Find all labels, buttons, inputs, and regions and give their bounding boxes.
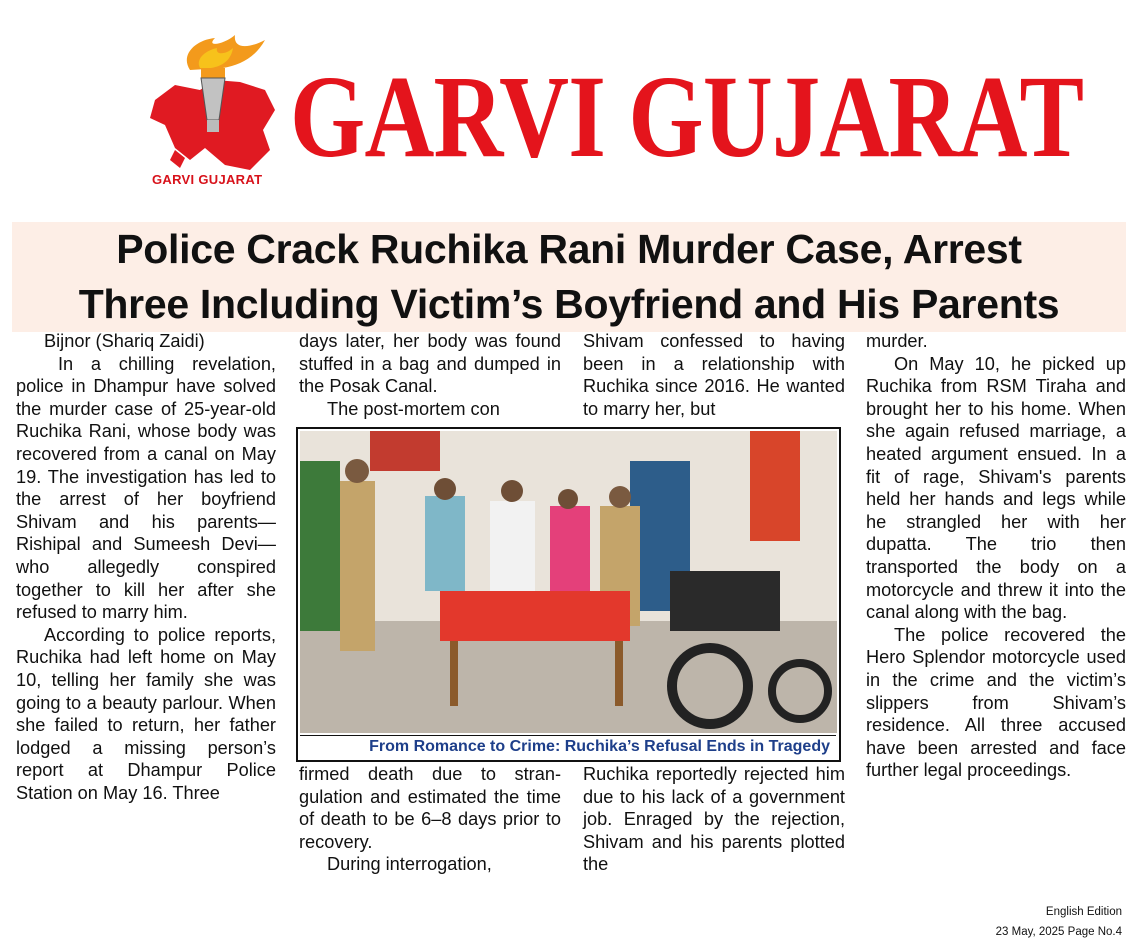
paragraph: days later, her body was found stuffed in a bag and dumped in the Posak Canal.	[299, 331, 561, 397]
masthead	[0, 0, 1132, 210]
gujarat-map-torch-logo	[145, 30, 280, 190]
paragraph: During interrogation,	[327, 854, 492, 875]
page-footer	[996, 902, 1122, 942]
headline-line-2: Three Including Victim’s Boyfriend and His Parents	[78, 281, 1060, 327]
newspaper-title: GARVI GUJARAT	[290, 51, 1084, 182]
byline: Bijnor (Shariq Zaidi)	[44, 331, 205, 351]
column-3-bottom	[583, 763, 845, 876]
paragraph: The post-mortem con	[327, 398, 500, 419]
paragraph: In a chilling revelation, police in Dhampur have solved the murder case of 25-year-old Ruchika Rani, whose body was recovered from a canal on May 19. The investigation has led to the arrest of her boyfriend Shivam and his parents—Rishipal and Sumeesh Devi—who allegedly conspired together to kill her after she refused to marry him.	[16, 353, 276, 623]
logo-caption: GARVI GUJARAT	[152, 172, 263, 187]
paragraph: firmed death due to strangulation and estimated the time of death to be 6–8 days prior to recovery.	[299, 764, 561, 852]
headline	[12, 222, 1126, 332]
paragraph: murder.	[866, 331, 928, 351]
headline-line-1: Police Crack Ruchika Rani Murder Case, Arrest	[116, 226, 1022, 272]
paragraph: The police recovered the Hero Splendor motorcycle used in the crime and the victim’s slippers from Shivam’s residence. All three accused have been arrested and face further legal proceedings.	[866, 624, 1126, 781]
column-1	[16, 330, 276, 804]
date-page-label: 23 May, 2025 Page No.4	[995, 926, 1122, 938]
column-2-bottom	[299, 763, 561, 876]
column-2-top	[299, 330, 561, 420]
paragraph: According to police reports, Ruchika had left home on May 10, telling her family she was going to a beauty parlour. When she failed to return, her father lodged a missing person’s report at Dhampur Police Station on May 16. Three	[16, 624, 276, 803]
edition-label: English Edition	[1045, 906, 1122, 918]
arrest-photo	[300, 431, 837, 733]
paragraph: Shivam confessed to having been in a relationship with Ruchika since 2016. He wanted to marry her, but	[583, 331, 845, 419]
paragraph: On May 10, he picked up Ruchika from RSM Tiraha and brought her to his home. When she again refused marriage, a heated argument ensued. In a fit of rage, Shivam's parents held her hands and legs while he strangled her with her dupatta. The trio then transported the body on a motorcycle and threw it into the canal along with the bag.	[866, 353, 1126, 623]
column-4	[866, 330, 1126, 782]
photo-caption: From Romance to Crime: Ruchika’s Refusal Ends in Tragedy	[300, 735, 836, 758]
news-photo-frame	[296, 427, 841, 762]
column-3-top	[583, 330, 845, 420]
paragraph: Ruchika reportedly rejected him due to his lack of a government job. Enraged by the rejection, Shivam and his parents plotted the	[583, 764, 845, 875]
